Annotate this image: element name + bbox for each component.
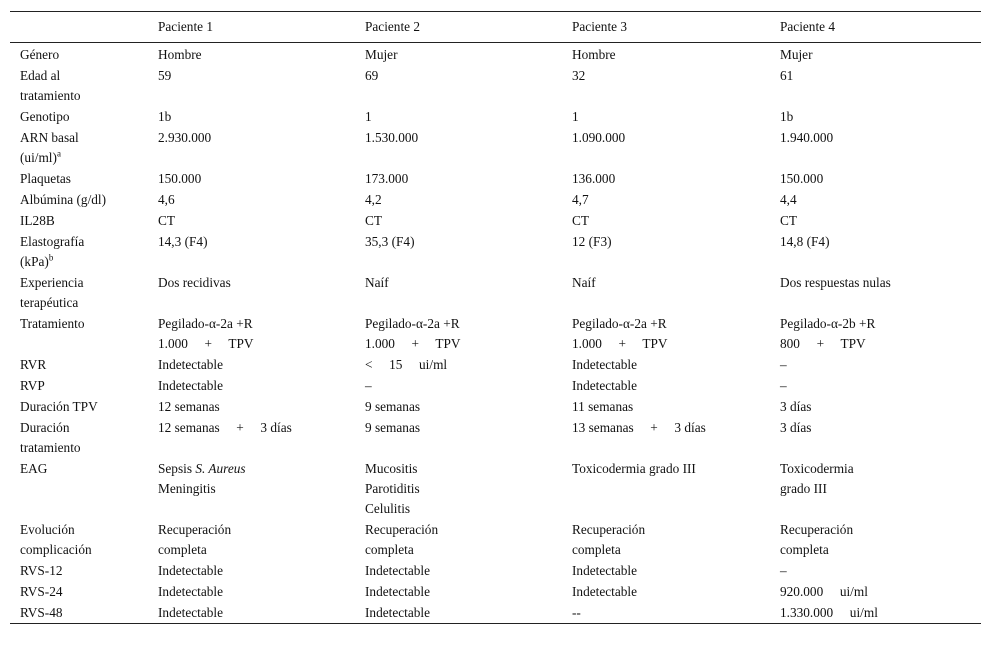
cell-line: 35,3 (F4) bbox=[365, 234, 415, 249]
cell-line: – bbox=[365, 378, 372, 393]
cell-paciente-3 bbox=[572, 65, 780, 106]
row-label bbox=[10, 417, 158, 458]
cell-line: 32 bbox=[572, 68, 586, 83]
cell-line: 1b bbox=[158, 109, 172, 124]
row-label-text: Duración TPV bbox=[20, 399, 98, 414]
cell-line: 800 + TPV bbox=[780, 336, 866, 351]
row-label-line bbox=[20, 540, 158, 560]
cell-paciente-1 bbox=[158, 417, 365, 458]
cell-paciente-3 bbox=[572, 189, 780, 210]
cell-line: CT bbox=[365, 213, 382, 228]
cell-paciente-3 bbox=[572, 519, 780, 560]
row-label-text: tratamiento bbox=[20, 88, 81, 103]
cell-line: Pegilado-α-2a +R bbox=[158, 316, 253, 331]
cell-paciente-2 bbox=[365, 272, 572, 313]
row-label-line bbox=[20, 418, 158, 438]
cell-line: Toxicodermia bbox=[780, 461, 854, 476]
cell-line: 61 bbox=[780, 68, 794, 83]
row-label-line bbox=[20, 45, 158, 65]
cell-line: 1.940.000 bbox=[780, 130, 834, 145]
row-label-text: terapéutica bbox=[20, 295, 79, 310]
cell-line: 12 semanas bbox=[158, 399, 220, 414]
row-label-line bbox=[20, 397, 158, 417]
cell-line: Recuperación bbox=[780, 522, 854, 537]
row-label-line bbox=[20, 438, 158, 458]
patient-table-container bbox=[10, 11, 981, 624]
cell-line: Pegilado-α-2b +R bbox=[780, 316, 876, 331]
row-label-line bbox=[20, 128, 158, 148]
row-label-text: (ui/ml) bbox=[20, 150, 57, 165]
cell-line: 150.000 bbox=[158, 171, 202, 186]
patient-table bbox=[10, 11, 981, 624]
cell-line: 2.930.000 bbox=[158, 130, 212, 145]
row-label bbox=[10, 189, 158, 210]
table-row bbox=[10, 231, 981, 272]
cell-line: 13 semanas + 3 días bbox=[572, 420, 706, 435]
cell-paciente-4 bbox=[780, 396, 981, 417]
table-body bbox=[10, 43, 981, 624]
cell-line: 4,4 bbox=[780, 192, 797, 207]
cell-paciente-4 bbox=[780, 560, 981, 581]
cell-line: 1b bbox=[780, 109, 794, 124]
row-label bbox=[10, 168, 158, 189]
cell-line: Indetectable bbox=[572, 357, 637, 372]
cell-paciente-1 bbox=[158, 396, 365, 417]
table-row bbox=[10, 65, 981, 106]
cell-line: Hombre bbox=[158, 47, 202, 62]
cell-line: Dos recidivas bbox=[158, 275, 231, 290]
cell-paciente-4 bbox=[780, 231, 981, 272]
cell-paciente-3 bbox=[572, 43, 780, 66]
row-label-text: Género bbox=[20, 47, 60, 62]
cell-line: 11 semanas bbox=[572, 399, 634, 414]
cell-paciente-1 bbox=[158, 168, 365, 189]
table-row bbox=[10, 560, 981, 581]
cell-paciente-3 bbox=[572, 375, 780, 396]
cell-line: – bbox=[780, 563, 787, 578]
cell-line: 12 (F3) bbox=[572, 234, 612, 249]
cell-paciente-4 bbox=[780, 65, 981, 106]
cell-paciente-3 bbox=[572, 313, 780, 354]
row-label-line bbox=[20, 293, 158, 313]
cell-paciente-4 bbox=[780, 313, 981, 354]
cell-line: Indetectable bbox=[572, 584, 637, 599]
cell-line: Indetectable bbox=[572, 378, 637, 393]
row-label-line bbox=[20, 86, 158, 106]
table-row bbox=[10, 189, 981, 210]
row-label-text: RVP bbox=[20, 378, 45, 393]
cell-paciente-4 bbox=[780, 168, 981, 189]
cell-paciente-1 bbox=[158, 106, 365, 127]
cell-line: Indetectable bbox=[158, 605, 223, 620]
row-label-text: Evolución bbox=[20, 522, 75, 537]
cell-line: 1.000 + TPV bbox=[158, 336, 254, 351]
cell-paciente-4 bbox=[780, 458, 981, 519]
cell-line: 9 semanas bbox=[365, 420, 421, 435]
cell-paciente-1 bbox=[158, 65, 365, 106]
cell-line: 3 días bbox=[780, 399, 812, 414]
cell-line: Mujer bbox=[365, 47, 398, 62]
cell-line: 4,6 bbox=[158, 192, 175, 207]
cell-paciente-1 bbox=[158, 231, 365, 272]
cell-paciente-1 bbox=[158, 127, 365, 168]
cell-paciente-4 bbox=[780, 602, 981, 624]
row-label bbox=[10, 65, 158, 106]
cell-paciente-3 bbox=[572, 210, 780, 231]
cell-paciente-2 bbox=[365, 375, 572, 396]
cell-paciente-1 bbox=[158, 354, 365, 375]
cell-paciente-1 bbox=[158, 313, 365, 354]
header-blank bbox=[10, 12, 158, 43]
cell-paciente-3 bbox=[572, 354, 780, 375]
table-row bbox=[10, 417, 981, 458]
cell-paciente-2 bbox=[365, 560, 572, 581]
cell-line: 14,8 (F4) bbox=[780, 234, 830, 249]
row-label-line bbox=[20, 232, 158, 252]
cell-paciente-2 bbox=[365, 106, 572, 127]
cell-line: 4,7 bbox=[572, 192, 589, 207]
cell-paciente-2 bbox=[365, 602, 572, 624]
row-label-line bbox=[20, 314, 158, 334]
cell-line: Naíf bbox=[365, 275, 389, 290]
cell-line: 14,3 (F4) bbox=[158, 234, 208, 249]
cell-paciente-2 bbox=[365, 168, 572, 189]
cell-paciente-1 bbox=[158, 272, 365, 313]
cell-paciente-1 bbox=[158, 375, 365, 396]
cell-paciente-3 bbox=[572, 168, 780, 189]
cell-line: CT bbox=[158, 213, 175, 228]
cell-line: Dos respuestas nulas bbox=[780, 275, 891, 290]
row-label-text: EAG bbox=[20, 461, 48, 476]
cell-paciente-2 bbox=[365, 417, 572, 458]
cell-paciente-2 bbox=[365, 458, 572, 519]
cell-line: 69 bbox=[365, 68, 379, 83]
table-row bbox=[10, 313, 981, 354]
row-label-text: RVS-12 bbox=[20, 563, 63, 578]
cell-paciente-2 bbox=[365, 581, 572, 602]
cell-line: Indetectable bbox=[158, 563, 223, 578]
cell-line: Naíf bbox=[572, 275, 596, 290]
table-row bbox=[10, 106, 981, 127]
row-label-line bbox=[20, 211, 158, 231]
row-label-line bbox=[20, 148, 158, 168]
cell-paciente-4 bbox=[780, 581, 981, 602]
cell-line: – bbox=[780, 357, 787, 372]
cell-paciente-1 bbox=[158, 581, 365, 602]
row-label-text: Plaquetas bbox=[20, 171, 71, 186]
cell-line: completa bbox=[780, 542, 829, 557]
row-label bbox=[10, 106, 158, 127]
cell-line: 173.000 bbox=[365, 171, 409, 186]
cell-paciente-3 bbox=[572, 272, 780, 313]
cell-line: 4,2 bbox=[365, 192, 382, 207]
row-label-line bbox=[20, 376, 158, 396]
cell-line: 136.000 bbox=[572, 171, 616, 186]
table-row bbox=[10, 43, 981, 66]
row-label bbox=[10, 458, 158, 519]
cell-paciente-4 bbox=[780, 519, 981, 560]
row-label bbox=[10, 43, 158, 66]
cell-paciente-4 bbox=[780, 189, 981, 210]
row-label bbox=[10, 313, 158, 354]
cell-line: CT bbox=[572, 213, 589, 228]
table-row bbox=[10, 354, 981, 375]
row-label bbox=[10, 231, 158, 272]
row-label-text: (kPa) bbox=[20, 254, 49, 269]
row-label-line bbox=[20, 169, 158, 189]
row-label-line bbox=[20, 603, 158, 623]
cell-paciente-4 bbox=[780, 272, 981, 313]
table-row bbox=[10, 375, 981, 396]
cell-line: 3 días bbox=[780, 420, 812, 435]
cell-paciente-2 bbox=[365, 43, 572, 66]
cell-line: Hombre bbox=[572, 47, 616, 62]
row-label-line bbox=[20, 561, 158, 581]
cell-line: 9 semanas bbox=[365, 399, 421, 414]
row-label-text: Experiencia bbox=[20, 275, 84, 290]
table-row bbox=[10, 210, 981, 231]
cell-line: Recuperación bbox=[158, 522, 232, 537]
cell-line: Parotiditis bbox=[365, 481, 420, 496]
row-label-text: ARN basal bbox=[20, 130, 79, 145]
row-label-text: Albúmina (g/dl) bbox=[20, 192, 107, 207]
cell-paciente-4 bbox=[780, 43, 981, 66]
cell-line: Recuperación bbox=[365, 522, 439, 537]
cell-line: 1 bbox=[365, 109, 372, 124]
table-row bbox=[10, 396, 981, 417]
row-label-text: tratamiento bbox=[20, 440, 81, 455]
cell-line: Recuperación bbox=[572, 522, 646, 537]
row-label-line bbox=[20, 252, 158, 272]
cell-paciente-3 bbox=[572, 458, 780, 519]
cell-line: 59 bbox=[158, 68, 172, 83]
cell-line: 1.330.000 ui/ml bbox=[780, 605, 878, 620]
row-label-text: RVS-48 bbox=[20, 605, 63, 620]
row-label bbox=[10, 396, 158, 417]
header-paciente-2: Paciente 2 bbox=[365, 19, 421, 34]
cell-paciente-2 bbox=[365, 210, 572, 231]
table-row bbox=[10, 127, 981, 168]
cell-line: Mujer bbox=[780, 47, 813, 62]
row-label-text: IL28B bbox=[20, 213, 55, 228]
table-row bbox=[10, 272, 981, 313]
cell-line: < 15 ui/ml bbox=[365, 357, 448, 372]
row-label bbox=[10, 127, 158, 168]
cell-paciente-2 bbox=[365, 127, 572, 168]
cell-paciente-3 bbox=[572, 581, 780, 602]
cell-paciente-2 bbox=[365, 189, 572, 210]
cell-paciente-4 bbox=[780, 417, 981, 458]
row-label-line bbox=[20, 273, 158, 293]
cell-paciente-3 bbox=[572, 602, 780, 624]
cell-line: 920.000 ui/ml bbox=[780, 584, 868, 599]
table-row bbox=[10, 602, 981, 624]
cell-paciente-3 bbox=[572, 560, 780, 581]
cell-paciente-2 bbox=[365, 313, 572, 354]
cell-paciente-2 bbox=[365, 231, 572, 272]
row-label-text: RVR bbox=[20, 357, 47, 372]
row-label-text: RVS-24 bbox=[20, 584, 63, 599]
row-label bbox=[10, 354, 158, 375]
cell-line: 1.000 + TPV bbox=[365, 336, 461, 351]
cell-line: Toxicodermia grado III bbox=[572, 461, 696, 476]
cell-paciente-1 bbox=[158, 189, 365, 210]
cell-paciente-3 bbox=[572, 417, 780, 458]
cell-paciente-4 bbox=[780, 354, 981, 375]
cell-line: 1.000 + TPV bbox=[572, 336, 668, 351]
row-label bbox=[10, 272, 158, 313]
table-row bbox=[10, 458, 981, 519]
row-label bbox=[10, 375, 158, 396]
cell-paciente-2 bbox=[365, 354, 572, 375]
row-label-text: Genotipo bbox=[20, 109, 70, 124]
cell-paciente-2 bbox=[365, 65, 572, 106]
cell-line: 1 bbox=[572, 109, 579, 124]
cell-line: completa bbox=[572, 542, 621, 557]
row-label-text: Elastografía bbox=[20, 234, 85, 249]
table-row bbox=[10, 168, 981, 189]
cell-paciente-3 bbox=[572, 106, 780, 127]
cell-paciente-4 bbox=[780, 210, 981, 231]
row-label bbox=[10, 519, 158, 560]
cell-line: Mucositis bbox=[365, 461, 418, 476]
cell-line: 12 semanas + 3 días bbox=[158, 420, 292, 435]
cell-line: completa bbox=[365, 542, 414, 557]
cell-line: CT bbox=[780, 213, 797, 228]
row-label bbox=[10, 210, 158, 231]
cell-paciente-2 bbox=[365, 396, 572, 417]
header-row bbox=[10, 12, 981, 43]
row-label-line bbox=[20, 190, 158, 210]
table-header bbox=[10, 12, 981, 43]
cell-line: Sepsis S. Aureus bbox=[158, 461, 246, 476]
cell-line: Indetectable bbox=[365, 563, 430, 578]
cell-line: completa bbox=[158, 542, 207, 557]
header-paciente-3: Paciente 3 bbox=[572, 19, 628, 34]
cell-paciente-1 bbox=[158, 519, 365, 560]
row-label-text: Duración bbox=[20, 420, 70, 435]
cell-paciente-1 bbox=[158, 43, 365, 66]
cell-paciente-1 bbox=[158, 602, 365, 624]
cell-paciente-3 bbox=[572, 127, 780, 168]
cell-line: Indetectable bbox=[158, 357, 223, 372]
row-label-text: Edad al bbox=[20, 68, 61, 83]
row-label-line bbox=[20, 107, 158, 127]
row-label-line bbox=[20, 582, 158, 602]
cell-paciente-3 bbox=[572, 396, 780, 417]
cell-line: Indetectable bbox=[158, 584, 223, 599]
row-label-line bbox=[20, 355, 158, 375]
row-label bbox=[10, 560, 158, 581]
cell-line: Meningitis bbox=[158, 481, 216, 496]
cell-line: 1.530.000 bbox=[365, 130, 419, 145]
cell-line: -- bbox=[572, 605, 581, 620]
cell-line: 1.090.000 bbox=[572, 130, 626, 145]
footnote-marker: b bbox=[48, 252, 54, 263]
header-paciente-4: Paciente 4 bbox=[780, 19, 836, 34]
row-label bbox=[10, 602, 158, 624]
cell-line: grado III bbox=[780, 481, 827, 496]
cell-paciente-3 bbox=[572, 231, 780, 272]
cell-line: 150.000 bbox=[780, 171, 824, 186]
row-label-text: complicación bbox=[20, 542, 92, 557]
cell-paciente-1 bbox=[158, 458, 365, 519]
row-label-text: Tratamiento bbox=[20, 316, 85, 331]
cell-paciente-4 bbox=[780, 375, 981, 396]
cell-line: Indetectable bbox=[158, 378, 223, 393]
row-label-line bbox=[20, 520, 158, 540]
cell-line: Pegilado-α-2a +R bbox=[572, 316, 667, 331]
cell-paciente-1 bbox=[158, 210, 365, 231]
header-paciente-1: Paciente 1 bbox=[158, 19, 214, 34]
row-label-line bbox=[20, 459, 158, 479]
row-label bbox=[10, 581, 158, 602]
organism-name: S. Aureus bbox=[195, 461, 246, 476]
cell-line: Celulitis bbox=[365, 501, 411, 516]
cell-line: Indetectable bbox=[365, 605, 430, 620]
cell-paciente-4 bbox=[780, 106, 981, 127]
cell-line: Indetectable bbox=[572, 563, 637, 578]
cell-paciente-4 bbox=[780, 127, 981, 168]
cell-line: Pegilado-α-2a +R bbox=[365, 316, 460, 331]
footnote-marker: a bbox=[56, 148, 61, 159]
cell-paciente-2 bbox=[365, 519, 572, 560]
cell-line: – bbox=[780, 378, 787, 393]
table-row bbox=[10, 519, 981, 560]
row-label-line bbox=[20, 66, 158, 86]
cell-paciente-1 bbox=[158, 560, 365, 581]
table-row bbox=[10, 581, 981, 602]
cell-line: Indetectable bbox=[365, 584, 430, 599]
